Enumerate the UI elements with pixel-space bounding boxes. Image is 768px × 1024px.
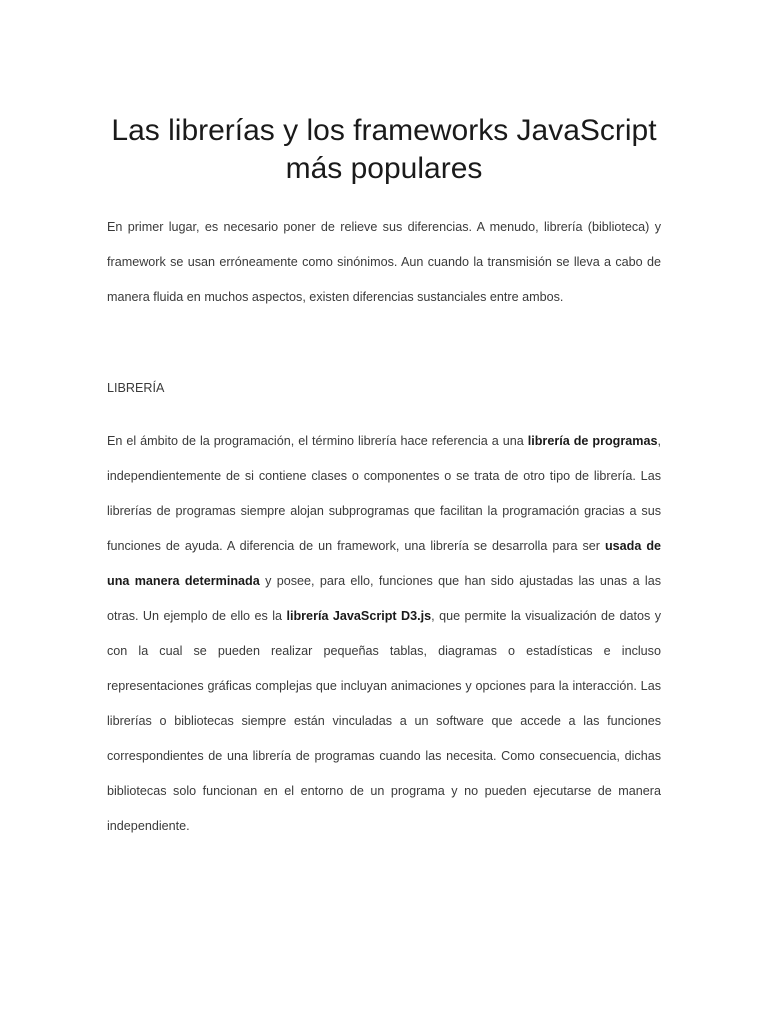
bold-term-usada-de-una-manera: usada de una manera determinada [107,539,662,588]
section-paragraph [107,424,661,844]
page-title: Las librerías y los frameworks JavaScript más populares [111,114,657,185]
body-text: En el ámbito de la programación, el término librería hace referencia a una [107,434,528,448]
body-text: , que permite la visualización de datos y con la cual se pueden realizar pequeñas tablas, diagramas o estadísticas e incluso representaciones gráficas complejas que incluyan animaciones y opciones para la interacción. Las librerías o bibliotecas siempre están vinculadas a un software que accede a las funciones correspondientes de una librería de programas cuando las necesita. Como consecuencia, dichas bibliotecas solo funcionan en el entorno de un programa y no pueden ejecutarse de manera independiente. [107,609,662,833]
section-heading: LIBRERÍA [107,381,165,395]
body-text: , independientemente de si contiene clases o componentes o se trata de otro tipo de librería. Las librerías de programas siempre alojan subprogramas que facilitan la programación gracias a sus funciones de ayuda. A diferencia de un framework, una librería se desarrolla para ser [107,434,661,553]
body-text: y posee, para ello, funciones que han sido ajustadas las unas a las otras. Un ejemplo de ello es la [107,574,662,623]
intro-paragraph: En primer lugar, es necesario poner de relieve sus diferencias. A menudo, librería (biblioteca) y framework se usan erróneamente como sinónimos. Aun cuando la transmisión se lleva a cabo de manera fluida en muchos aspectos, existen diferencias sustanciales entre ambos. [107,220,661,304]
bold-term-libreria-de-programas: librería de programas [527,434,658,448]
bold-term-d3js: librería JavaScript D3.js [286,609,432,623]
